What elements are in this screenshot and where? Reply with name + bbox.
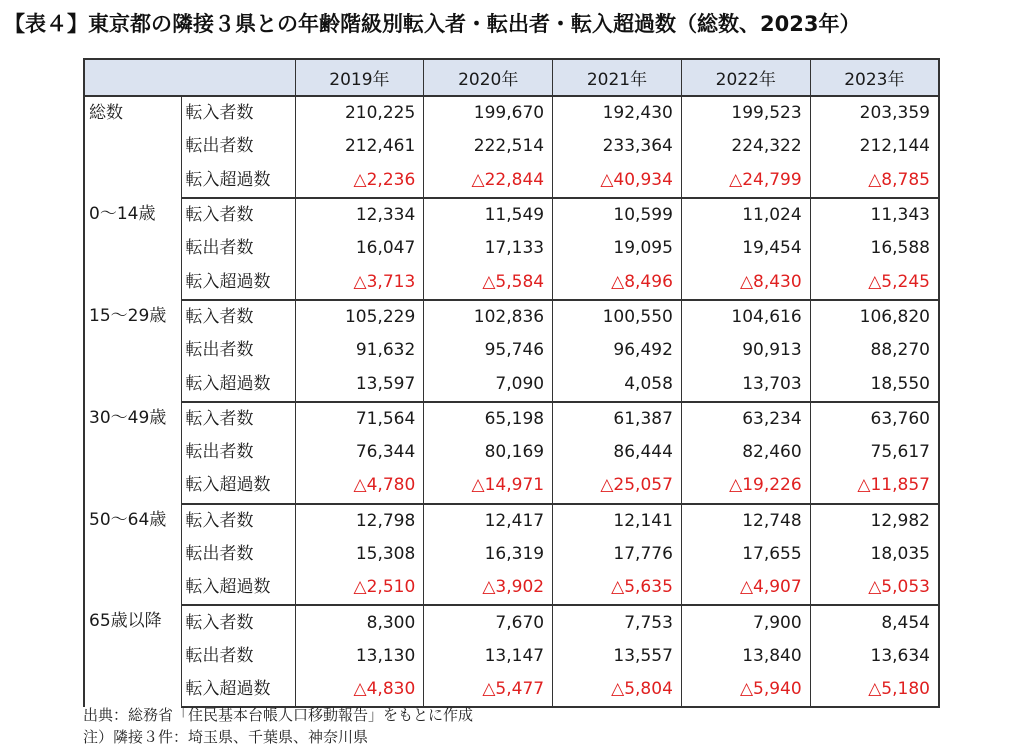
value-cell: 15,308	[295, 538, 424, 571]
value-cell: 17,776	[553, 538, 682, 571]
value-cell: 18,035	[810, 538, 939, 571]
metric-label: 転入者数	[181, 605, 295, 639]
value-cell: 86,444	[553, 436, 682, 469]
metric-label: 転出者数	[181, 436, 295, 469]
metric-label: 転入超過数	[181, 571, 295, 605]
metric-label: 転入者数	[181, 402, 295, 436]
table-row	[84, 265, 939, 299]
value-cell: △19,226	[681, 469, 810, 503]
value-cell: 63,760	[810, 402, 939, 436]
table-row	[84, 571, 939, 605]
value-cell: 16,319	[424, 538, 553, 571]
value-cell: 7,670	[424, 605, 553, 639]
value-cell: 102,836	[424, 300, 553, 334]
metric-label: 転入者数	[181, 504, 295, 538]
value-cell: 65,198	[424, 402, 553, 436]
value-cell: 17,133	[424, 232, 553, 265]
footnote: 注）隣接３件：埼玉県、千葉県、神奈川県	[83, 728, 369, 746]
value-cell: △5,804	[553, 673, 682, 707]
metric-label: 転出者数	[181, 334, 295, 367]
value-cell: 90,913	[681, 334, 810, 367]
value-cell: △4,830	[295, 673, 424, 707]
value-cell: △5,584	[424, 265, 553, 299]
value-cell: 61,387	[553, 402, 682, 436]
metric-label: 転入超過数	[181, 367, 295, 401]
table-row	[84, 504, 939, 538]
value-cell: 12,141	[553, 504, 682, 538]
value-cell: 106,820	[810, 300, 939, 334]
value-cell: 7,753	[553, 605, 682, 639]
value-cell: 80,169	[424, 436, 553, 469]
value-cell: 10,599	[553, 198, 682, 232]
metric-label: 転入超過数	[181, 673, 295, 707]
value-cell: 63,234	[681, 402, 810, 436]
value-cell: 12,748	[681, 504, 810, 538]
header-year-2019: 2019年	[295, 59, 424, 96]
table-row	[84, 164, 939, 198]
table-row	[84, 198, 939, 232]
value-cell: △24,799	[681, 164, 810, 198]
table-row	[84, 96, 939, 130]
metric-label: 転入者数	[181, 96, 295, 130]
value-cell: 212,144	[810, 130, 939, 163]
value-cell: 95,746	[424, 334, 553, 367]
age-group-label: 50～64歳	[84, 504, 181, 606]
header-year-2021: 2021年	[553, 59, 682, 96]
value-cell: △4,780	[295, 469, 424, 503]
value-cell: △5,635	[553, 571, 682, 605]
value-cell: 13,147	[424, 640, 553, 673]
table-row	[84, 300, 939, 334]
metric-label: 転入超過数	[181, 265, 295, 299]
value-cell: △5,477	[424, 673, 553, 707]
age-group-label: 15～29歳	[84, 300, 181, 402]
value-cell: △8,496	[553, 265, 682, 299]
value-cell: 203,359	[810, 96, 939, 130]
table-row	[84, 673, 939, 707]
value-cell: 8,454	[810, 605, 939, 639]
value-cell: 104,616	[681, 300, 810, 334]
value-cell: △5,180	[810, 673, 939, 707]
metric-label: 転入者数	[181, 300, 295, 334]
value-cell: 71,564	[295, 402, 424, 436]
value-cell: 12,334	[295, 198, 424, 232]
value-cell: 76,344	[295, 436, 424, 469]
metric-label: 転入超過数	[181, 469, 295, 503]
value-cell: 11,024	[681, 198, 810, 232]
value-cell: 19,095	[553, 232, 682, 265]
value-cell: 16,047	[295, 232, 424, 265]
value-cell: △22,844	[424, 164, 553, 198]
migration-table	[83, 58, 940, 708]
value-cell: 8,300	[295, 605, 424, 639]
table-row	[84, 232, 939, 265]
table-row	[84, 538, 939, 571]
table-row	[84, 367, 939, 401]
value-cell: 233,364	[553, 130, 682, 163]
value-cell: 105,229	[295, 300, 424, 334]
header-year-2022: 2022年	[681, 59, 810, 96]
value-cell: △8,430	[681, 265, 810, 299]
value-cell: 210,225	[295, 96, 424, 130]
value-cell: 7,090	[424, 367, 553, 401]
value-cell: 100,550	[553, 300, 682, 334]
value-cell: 7,900	[681, 605, 810, 639]
value-cell: 91,632	[295, 334, 424, 367]
value-cell: 17,655	[681, 538, 810, 571]
value-cell: 11,549	[424, 198, 553, 232]
header-year-2023: 2023年	[810, 59, 939, 96]
table-body	[84, 96, 939, 707]
table-row	[84, 130, 939, 163]
value-cell: 75,617	[810, 436, 939, 469]
metric-label: 転出者数	[181, 640, 295, 673]
table-row	[84, 436, 939, 469]
value-cell: △3,713	[295, 265, 424, 299]
age-group-label: 30～49歳	[84, 402, 181, 504]
value-cell: 12,982	[810, 504, 939, 538]
value-cell: △5,053	[810, 571, 939, 605]
value-cell: 11,343	[810, 198, 939, 232]
value-cell: 12,417	[424, 504, 553, 538]
value-cell: 13,130	[295, 640, 424, 673]
age-group-label: 0～14歳	[84, 198, 181, 300]
value-cell: 199,523	[681, 96, 810, 130]
metric-label: 転入者数	[181, 198, 295, 232]
header-row	[84, 59, 939, 96]
value-cell: 19,454	[681, 232, 810, 265]
metric-label: 転出者数	[181, 130, 295, 163]
value-cell: 13,703	[681, 367, 810, 401]
value-cell: 13,597	[295, 367, 424, 401]
value-cell: 199,670	[424, 96, 553, 130]
value-cell: △25,057	[553, 469, 682, 503]
value-cell: 12,798	[295, 504, 424, 538]
table-row	[84, 640, 939, 673]
metric-label: 転出者数	[181, 232, 295, 265]
value-cell: 13,557	[553, 640, 682, 673]
value-cell: △3,902	[424, 571, 553, 605]
value-cell: 18,550	[810, 367, 939, 401]
value-cell: 4,058	[553, 367, 682, 401]
table-title: 【表４】東京都の隣接３県との年齢階級別転入者・転出者・転入超過数（総数、2023年）	[4, 12, 861, 36]
value-cell: △2,510	[295, 571, 424, 605]
table-row	[84, 334, 939, 367]
value-cell: △5,940	[681, 673, 810, 707]
value-cell: 82,460	[681, 436, 810, 469]
table-row	[84, 402, 939, 436]
value-cell: 192,430	[553, 96, 682, 130]
value-cell: 13,840	[681, 640, 810, 673]
value-cell: △4,907	[681, 571, 810, 605]
value-cell: △40,934	[553, 164, 682, 198]
table-row	[84, 605, 939, 639]
metric-label: 転出者数	[181, 538, 295, 571]
value-cell: 222,514	[424, 130, 553, 163]
source-note: 出典：総務省「住民基本台帳人口移動報告」をもとに作成	[83, 706, 474, 724]
age-group-label: 総数	[84, 96, 181, 198]
value-cell: △5,245	[810, 265, 939, 299]
header-year-2020: 2020年	[424, 59, 553, 96]
value-cell: 212,461	[295, 130, 424, 163]
metric-label: 転入超過数	[181, 164, 295, 198]
value-cell: △8,785	[810, 164, 939, 198]
value-cell: △11,857	[810, 469, 939, 503]
value-cell: 88,270	[810, 334, 939, 367]
value-cell: △14,971	[424, 469, 553, 503]
value-cell: 13,634	[810, 640, 939, 673]
value-cell: 224,322	[681, 130, 810, 163]
value-cell: 16,588	[810, 232, 939, 265]
age-group-label: 65歳以降	[84, 605, 181, 707]
table-row	[84, 469, 939, 503]
value-cell: △2,236	[295, 164, 424, 198]
value-cell: 96,492	[553, 334, 682, 367]
header-corner-cell	[84, 59, 295, 96]
